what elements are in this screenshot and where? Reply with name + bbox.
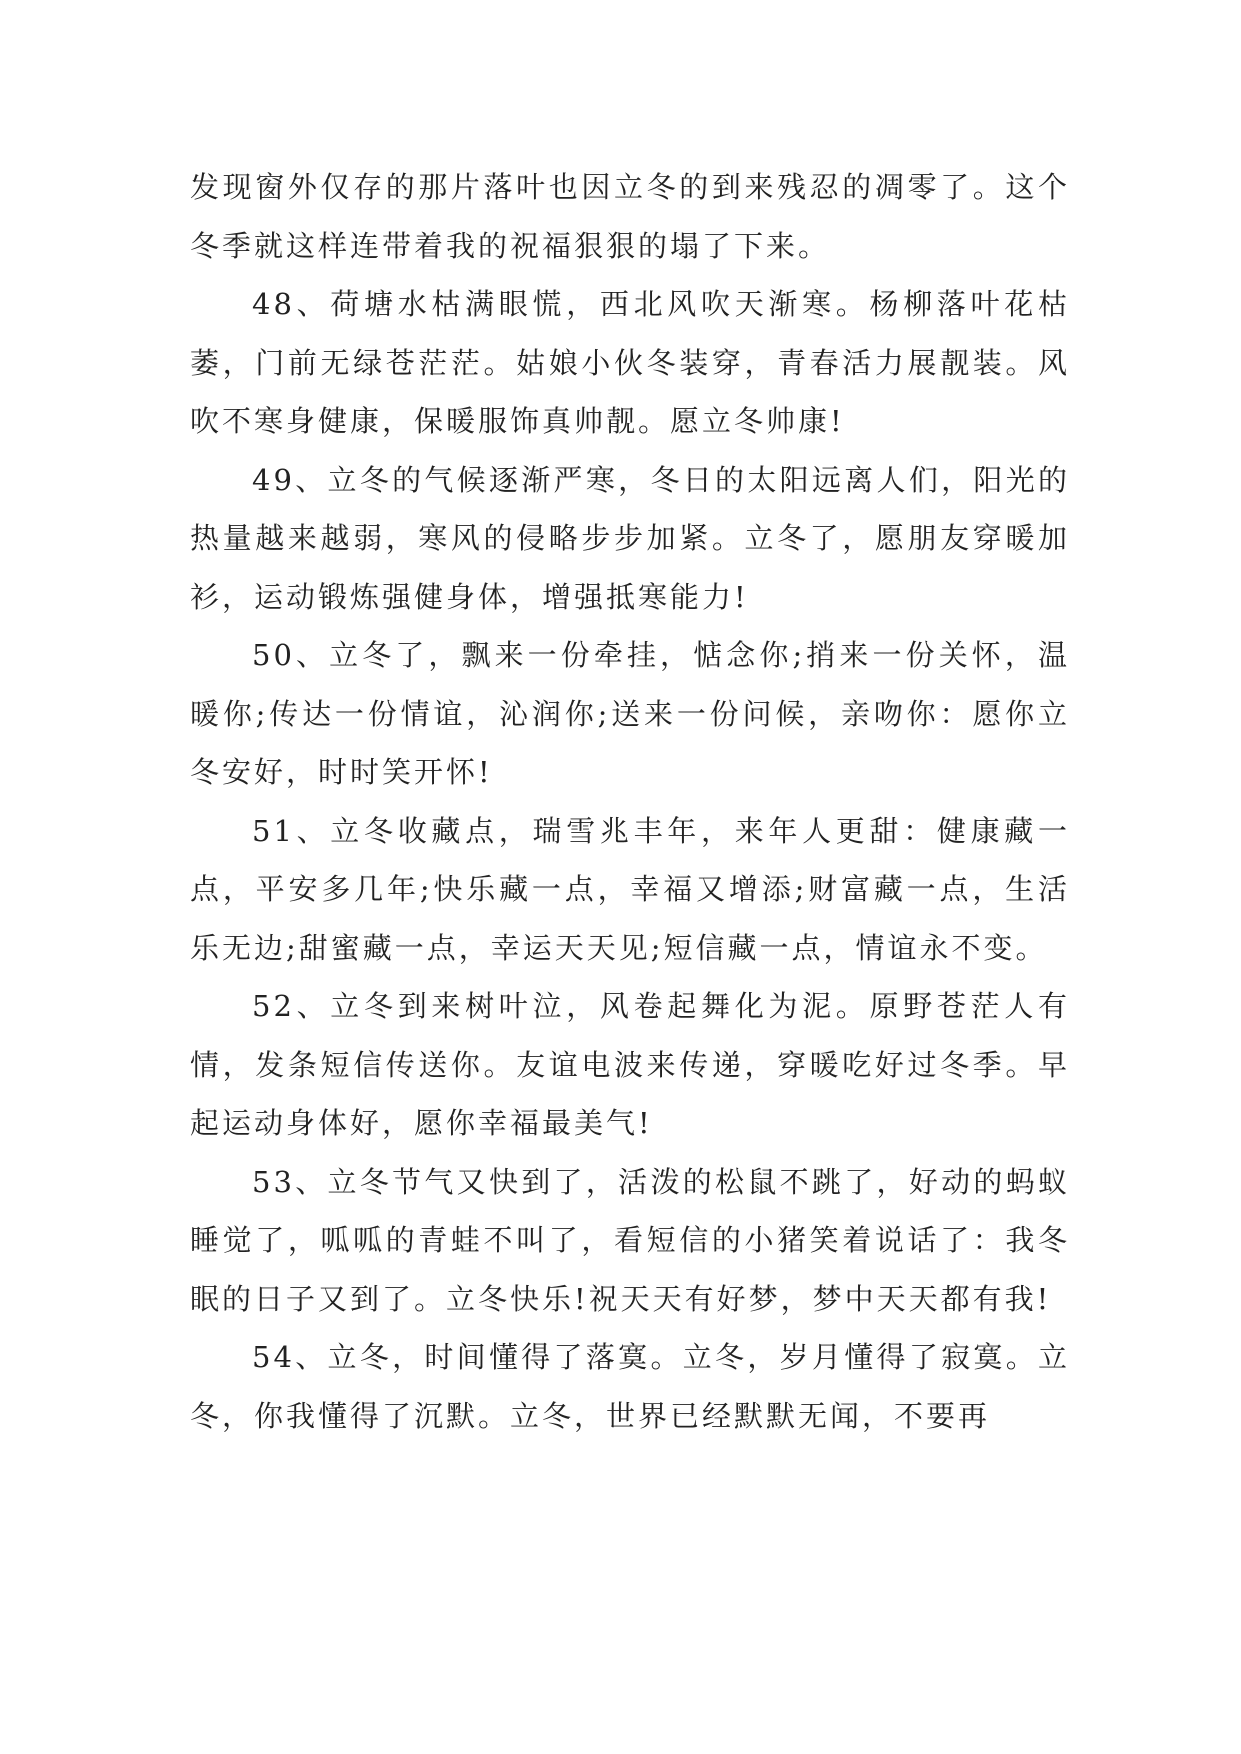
paragraph-52: 52、立冬到来树叶泣，风卷起舞化为泥。原野苍茫人有情，发条短信传送你。友谊电波来传递，穿暖吃好过冬季。早起运动身体好，愿你幸福最美气! <box>190 989 1070 1140</box>
document-body <box>190 158 1070 1445</box>
paragraph-54: 54、立冬，时间懂得了落寞。立冬，岁月懂得了寂寞。立冬，你我懂得了沉默。立冬，世界已经默默无闻，不要再 <box>190 1340 1070 1433</box>
paragraph-51: 51、立冬收藏点，瑞雪兆丰年，来年人更甜：健康藏一点，平安多几年;快乐藏一点，幸福又增添;财富藏一点，生活乐无边;甜蜜藏一点，幸运天天见;短信藏一点，情谊永不变。 <box>190 813 1070 965</box>
paragraph-53: 53、立冬节气又快到了，活泼的松鼠不跳了，好动的蚂蚁睡觉了，呱呱的青蛙不叫了，看短信的小猪笑着说话了：我冬眠的日子又到了。立冬快乐!祝天天有好梦，梦中天天都有我! <box>190 1164 1070 1316</box>
paragraph-48: 48、荷塘水枯满眼慌，西北风吹天渐寒。杨柳落叶花枯萎，门前无绿苍茫茫。姑娘小伙冬装穿，青春活力展靓装。风吹不寒身健康，保暖服饰真帅靓。愿立冬帅康! <box>190 287 1070 438</box>
paragraph-continued: 发现窗外仅存的那片落叶也因立冬的到来残忍的凋零了。这个冬季就这样连带着我的祝福狠狠的塌了下来。 <box>190 170 1070 263</box>
paragraph-49: 49、立冬的气候逐渐严寒，冬日的太阳远离人们，阳光的热量越来越弱，寒风的侵略步步加紧。立冬了，愿朋友穿暖加衫，运动锻炼强健身体，增强抵寒能力! <box>190 462 1070 614</box>
paragraph-50: 50、立冬了，飘来一份牵挂，惦念你;捎来一份关怀，温暖你;传达一份情谊，沁润你;送来一份问候，亲吻你：愿你立冬安好，时时笑开怀! <box>190 638 1070 789</box>
